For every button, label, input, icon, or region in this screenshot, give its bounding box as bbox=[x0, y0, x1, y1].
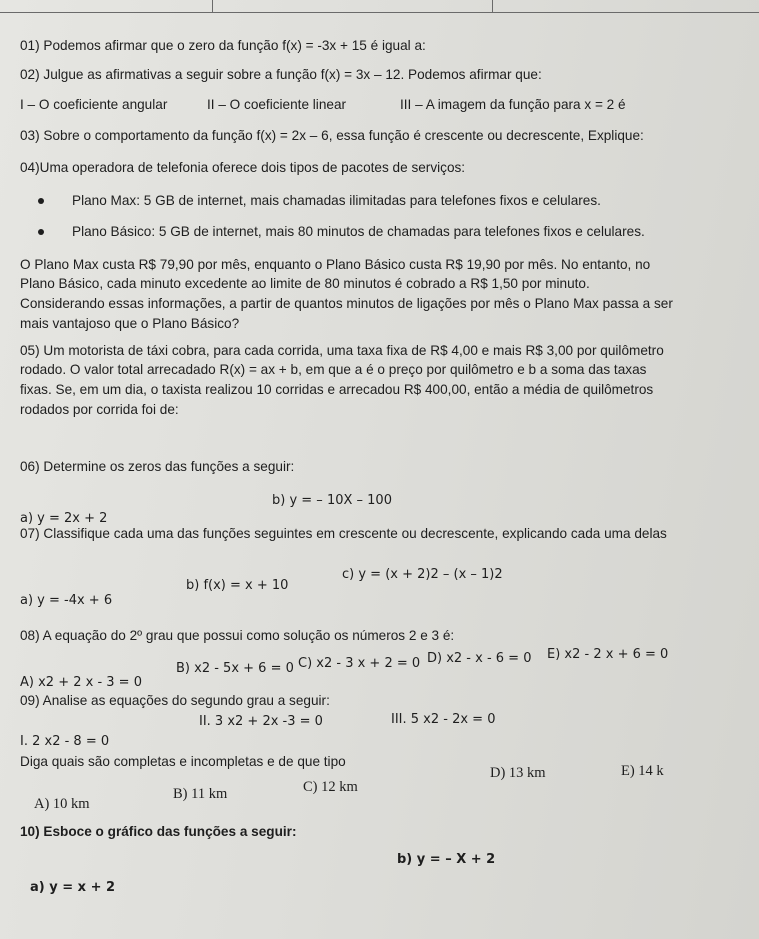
bullet-icon bbox=[38, 229, 44, 235]
q8-option-a: A) x2 + 2 x - 3 = 0 bbox=[20, 675, 142, 690]
q9-option-b: B) 11 km bbox=[173, 786, 228, 802]
q2-item-3-label: III – A imagem da função para bbox=[400, 97, 581, 112]
q5-line-2 bbox=[20, 362, 646, 378]
q10-item-b: b) y = – X + 2 bbox=[397, 852, 496, 867]
q1-suffix: é igual a: bbox=[370, 38, 426, 53]
q4-bullet-2: Plano Básico: 5 GB de internet, mais 80 minutos de chamadas para telefones fixos e celulares. bbox=[72, 224, 645, 239]
q2-item-3-expr: x = 2 bbox=[584, 97, 615, 112]
bullet-icon bbox=[38, 198, 44, 204]
q9-option-d: D) 13 km bbox=[490, 765, 546, 781]
q9-item-i: I. 2 x2 - 8 = 0 bbox=[20, 734, 110, 749]
q9-option-e: E) 14 k bbox=[621, 763, 664, 779]
q4-title: 04)Uma operadora de telefonia oferece dois tipos de pacotes de serviços: bbox=[20, 160, 466, 175]
q10-item-a: a) y = x + 2 bbox=[30, 880, 116, 895]
q3-label: 03) Sobre o comportamento da função bbox=[20, 128, 253, 143]
q3-function: f(x) = 2x – 6 bbox=[256, 128, 329, 143]
q4-bullet-1: Plano Max: 5 GB de internet, mais chamadas ilimitadas para telefones fixos e celulares. bbox=[72, 193, 601, 208]
q6-item-a: a) y = 2x + 2 bbox=[20, 511, 108, 526]
q1-function: f(x) = -3x + 15 bbox=[282, 38, 367, 53]
q8-option-e: E) x2 - 2 x + 6 = 0 bbox=[547, 647, 669, 662]
q9-title: 09) Analise as equações do segundo grau a seguir: bbox=[20, 693, 330, 708]
q2-label: 02) Julgue as afirmativas a seguir sobre a função bbox=[20, 67, 317, 82]
q7-item-a: a) y = -4x + 6 bbox=[20, 593, 113, 608]
q2-item-2: II – O coeficiente linear bbox=[207, 97, 347, 112]
q9-item-ii: II. 3 x2 + 2x -3 = 0 bbox=[199, 714, 323, 729]
q2-suffix: . Podemos afirmar que: bbox=[400, 67, 542, 82]
q4-paragraph-line-4: mais vantajoso que o Plano Básico? bbox=[20, 316, 240, 331]
q7-item-c: c) y = (x + 2)2 – (x – 1)2 bbox=[342, 567, 503, 582]
question-1 bbox=[20, 38, 426, 54]
q5-line-1: 05) Um motorista de táxi cobra, para cada corrida, uma taxa fixa de R$ 4,00 e mais R$ 3,00 por quilômetro bbox=[20, 343, 664, 358]
q7-title: 07) Classifique cada uma das funções seguintes em crescente ou decrescente, explicando cada uma delas bbox=[20, 526, 667, 541]
q5-line-2-end: , em que a é o preço por quilômetro e b a soma das taxas bbox=[298, 362, 647, 377]
top-border-tick bbox=[492, 0, 493, 12]
q9-option-c: C) 12 km bbox=[303, 779, 358, 795]
q2-function: f(x) = 3x – 12 bbox=[320, 67, 401, 82]
q4-paragraph-line-2: Plano Básico, cada minuto excedente ao limite de 80 minutos é cobrado a R$ 1,50 por minuto. bbox=[20, 276, 590, 291]
question-2 bbox=[20, 67, 542, 83]
q2-item-1: I – O coeficiente angular bbox=[20, 97, 168, 112]
q8-option-c: C) x2 - 3 x + 2 = 0 bbox=[298, 656, 421, 671]
q5-line-2-start: rodado. O valor total arrecadado bbox=[20, 362, 216, 377]
q5-function: R(x) = ax + b bbox=[219, 362, 299, 377]
q9-item-iii: III. 5 x2 - 2x = 0 bbox=[391, 712, 496, 727]
q2-item-3-suffix: é bbox=[618, 97, 626, 112]
q6-item-b: b) y = – 10X – 100 bbox=[272, 493, 392, 508]
q4-paragraph-line-1: O Plano Max custa R$ 79,90 por mês, enquanto o Plano Básico custa R$ 19,90 por mês. No entanto, no bbox=[20, 257, 651, 272]
q9-option-a: A) 10 km bbox=[34, 796, 90, 812]
q10-title: 10) Esboce o gráfico das funções a seguir: bbox=[20, 824, 297, 839]
q4-paragraph-line-3: Considerando essas informações, a partir de quantos minutos de ligações por mês o Plano Max passa a ser bbox=[20, 296, 673, 311]
q5-line-3: fixas. Se, em um dia, o taxista realizou 10 corridas e arrecadou R$ 400,00, então a média de quilômetros bbox=[20, 382, 654, 397]
q3-suffix: , essa função é crescente ou decrescente, Explique: bbox=[328, 128, 644, 143]
q8-option-b: B) x2 - 5x + 6 = 0 bbox=[176, 661, 294, 676]
q5-line-4: rodados por corrida foi de: bbox=[20, 402, 179, 417]
q9-question: Diga quais são completas e incompletas e de que tipo bbox=[20, 754, 346, 769]
q8-title: 08) A equação do 2º grau que possui como solução os números 2 e 3 é: bbox=[20, 628, 455, 643]
top-border-line bbox=[0, 12, 759, 13]
q6-title: 06) Determine os zeros das funções a seguir: bbox=[20, 459, 295, 474]
top-border-tick bbox=[212, 0, 213, 12]
q7-item-b: b) f(x) = x + 10 bbox=[186, 578, 289, 593]
q8-option-d: D) x2 - x - 6 = 0 bbox=[427, 651, 532, 666]
question-3 bbox=[20, 128, 644, 144]
q2-item-3 bbox=[400, 97, 626, 113]
q1-label: 01) Podemos afirmar que o zero da função bbox=[20, 38, 279, 53]
